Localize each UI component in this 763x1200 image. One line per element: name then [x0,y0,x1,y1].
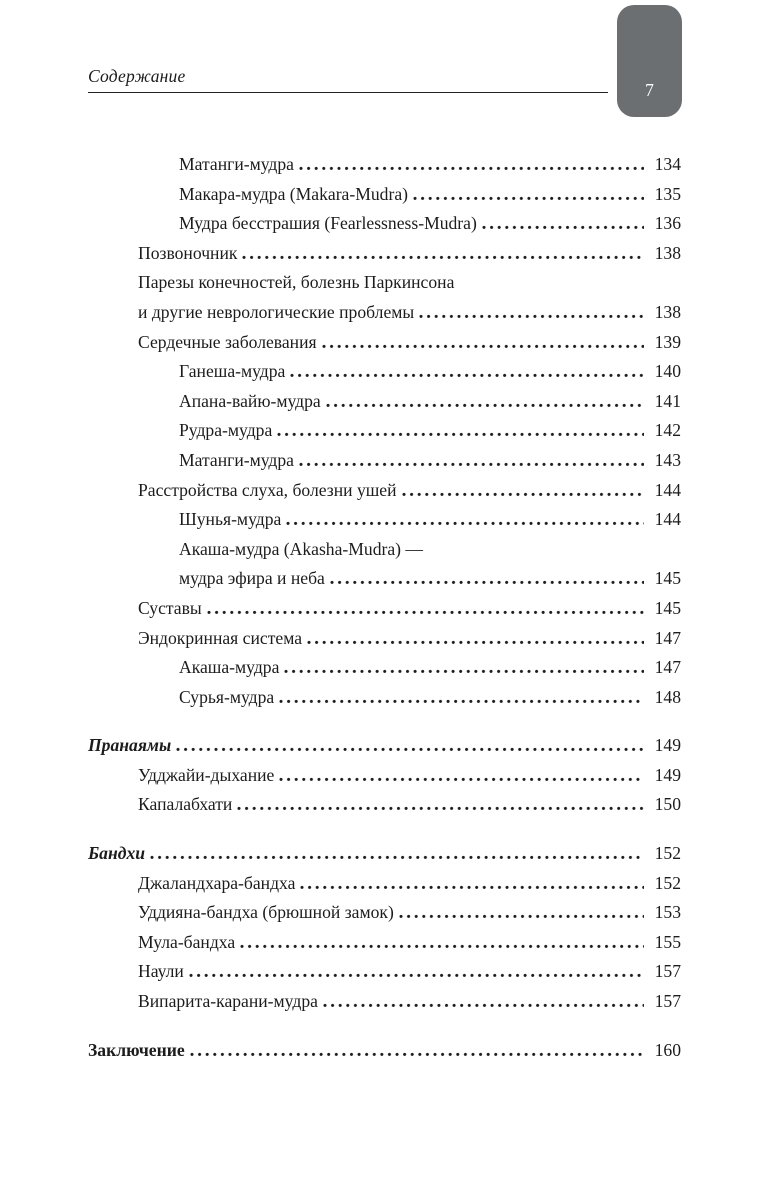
toc-entry-label: Наули [138,961,184,982]
toc-entry [88,898,681,928]
dot-leader [277,431,644,436]
toc-entry-label: Матанги-мудра [179,154,294,174]
dot-leader [189,972,644,977]
toc-entry-label: Парезы конечностей, болезнь Паркинсона [138,272,455,293]
toc-entry-label: Матанги-мудра [179,449,294,470]
toc-entry-page: 157 [654,991,681,1012]
toc-entry-page: 153 [654,902,681,923]
toc-entry [88,476,681,506]
toc-entry [88,928,681,958]
dot-leader [279,698,644,703]
toc-entry-page: 140 [654,361,681,382]
dot-leader [237,805,644,810]
toc-entry [88,957,681,987]
toc-entry-page: 142 [654,420,681,441]
toc-entry-label: Сердечные заболевания [138,331,317,352]
toc-entry [88,624,681,654]
toc-entry-label: Бандхи [88,843,146,864]
dot-leader [207,609,644,614]
dot-leader [150,854,644,859]
dot-leader [413,195,644,200]
toc-entry [88,564,681,594]
toc-entry-page: 149 [654,735,681,756]
toc-entry [88,594,681,624]
toc-entry-label: Сурья-мудра [179,686,275,707]
toc-entry-page: 147 [654,657,681,678]
dot-leader [242,254,644,259]
toc-entry-page: 150 [654,794,681,815]
dot-leader [307,639,644,644]
toc-entry [88,209,681,239]
toc-entry-page: 147 [654,627,681,648]
toc-entry [88,298,681,328]
toc-entry-label: Шунья-мудра [179,509,282,530]
toc-entry [88,150,681,180]
toc-entry [88,683,681,713]
dot-leader [482,224,644,229]
dot-leader [290,372,644,377]
dot-leader [279,776,644,781]
toc-entry-page: 152 [654,843,681,864]
table-of-contents [88,150,681,1065]
toc-entry-label: Апана-вайю-мудра [179,390,321,411]
dot-leader [399,913,644,918]
toc-entry-label: Рудра-мудра [179,420,273,441]
toc-entry-label: Акаша-мудра [179,657,280,678]
toc-entry [88,416,681,446]
toc-entry-label: Эндокринная система [138,627,303,648]
toc-entry-label: Мула-бандха [138,931,236,952]
header-rule [88,92,608,93]
dot-leader [286,520,644,525]
toc-entry-page: 149 [654,764,681,785]
toc-entry-label: Ганеша-мудра [179,361,286,382]
toc-entry-page: 139 [654,331,681,352]
toc-entry [88,869,681,899]
toc-entry-page: 138 [654,242,681,263]
page-number: 7 [645,80,654,100]
dot-leader [284,668,644,673]
toc-entry-label: Мудра бесстрашия (Fearlessness-Mudra) [179,213,477,234]
toc-entry-label: Удджайи-дыхание [138,764,275,785]
dot-leader [299,461,644,466]
toc-entry-page: 136 [654,213,681,234]
toc-entry-page: 138 [654,301,681,322]
toc-entry-label: Заключение [88,1039,185,1060]
toc-entry-label: и другие неврологические проблемы [138,301,415,322]
toc-entry-page: 134 [654,154,681,174]
dot-leader [323,1002,644,1007]
toc-entry-page: 145 [654,568,681,589]
toc-entry-label: Позвоночник [138,242,238,263]
dot-leader [300,884,644,889]
dot-leader [330,579,644,584]
dot-leader [176,746,644,751]
toc-entry-label: Капалабхати [138,794,233,815]
toc-section-entry [88,731,681,761]
dot-leader [326,402,644,407]
toc-entry-label: Випарита-карани-мудра [138,991,318,1012]
dot-leader [240,943,644,948]
toc-entry [88,987,681,1017]
toc-entry-label: Макара-мудра (Makara-Mudra) [179,183,408,204]
toc-entry-page: 145 [654,597,681,618]
toc-entry [88,357,681,387]
toc-entry [88,505,681,535]
toc-entry-page: 144 [654,509,681,530]
page-number-tab [617,5,682,117]
toc-entry-page: 144 [654,479,681,500]
toc-entry-label: Расстройства слуха, болезни ушей [138,479,397,500]
toc-entry-page: 143 [654,449,681,470]
toc-entry-continued-first-line [88,535,681,565]
toc-entry-label: Акаша-мудра (Akasha-Mudra) — [179,538,424,559]
toc-entry-page: 152 [654,872,681,893]
toc-entry-label: Суставы [138,597,202,618]
toc-entry-page: 135 [654,183,681,204]
toc-entry-label: Пранаямы [88,735,172,756]
toc-entry [88,653,681,683]
dot-leader [322,343,644,348]
toc-section-entry [88,1036,681,1066]
dot-leader [299,165,644,170]
running-header: Содержание [88,66,186,86]
toc-entry-page: 155 [654,931,681,952]
toc-entry-page: 160 [654,1039,681,1060]
toc-entry-label: Джаландхара-бандха [138,872,296,893]
toc-entry-page: 157 [654,961,681,982]
toc-entry-page: 141 [654,390,681,411]
toc-entry [88,239,681,269]
toc-entry [88,790,681,820]
toc-entry-page: 148 [654,686,681,707]
dot-leader [190,1051,644,1056]
dot-leader [419,313,644,318]
toc-entry [88,387,681,417]
toc-entry-label: Уддияна-бандха (брюшной замок) [138,902,394,923]
toc-entry [88,761,681,791]
toc-entry [88,180,681,210]
dot-leader [402,491,644,496]
toc-entry [88,446,681,476]
toc-section-entry [88,839,681,869]
toc-entry [88,328,681,358]
toc-entry-continued-first-line [88,268,681,298]
toc-entry-label: мудра эфира и неба [179,568,325,589]
